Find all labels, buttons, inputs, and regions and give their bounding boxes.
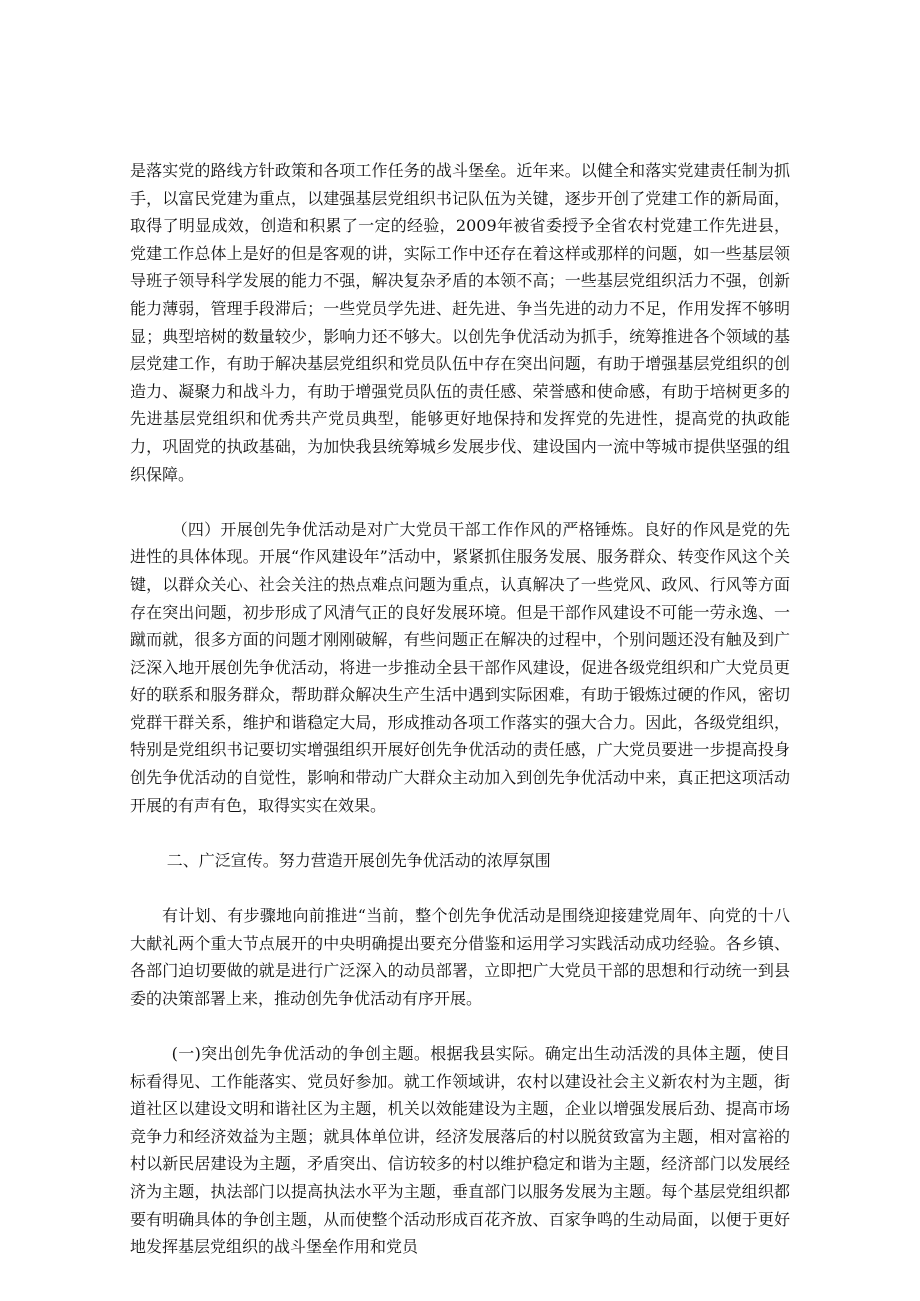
paragraph-mobilization: 有计划、有步骤地向前推进“当前，整个创先争优活动是围绕迎接建党周年、向党的十八大献礼两个重大节点展开的中央明确提出要充分借鉴和运用学习实践活动成功经验。各乡镇、各部门迫切要做的就是进行广泛深入的动员部署，立即把广大党员干部的思想和行动统一到县委的决策部署上来，推动创先争优活动有序开展。	[130, 906, 790, 1008]
paragraph-gap	[130, 819, 790, 847]
paragraph-section-four-work-style: （四）开展创先争优活动是对广大党员干部工作作风的严格锤炼。良好的作风是党的先进性的具体体现。开展“作风建设年”活动中，紧紧抓住服务发展、服务群众、转变作风这个关键，以群众关心、社会关注的热点难点问题为重点，认真解决了一些党风、政风、行风等方面存在突出问题，初步形成了风清气正的良好发展环境。但是干部作风建设不可能一劳永逸、一蹴而就，很多方面的问题才刚刚破解，有些问题正在解决的过程中，个别问题还没有触及到广泛深入地开展创先争优活动，将进一步推动全县干部作风建设，促进各级党组织和广大党员更好的联系和服务群众，帮助群众解决生产生活中遇到实际困难，有助于锻炼过硬的作风，密切党群干群关系，维护和谐稳定大局，形成推动各项工作落实的强大合力。因此，各级党组织，特别是党组织书记要切实增强组织开展好创先争优活动的责任感，广大党员要进一步提高投身创先争优活动的自觉性，影响和带动广大群众主动加入到创先争优活动中来，真正把这项活动开展的有声有色，取得实实在效果。	[130, 519, 790, 815]
paragraph-party-building-continuation: 是落实党的路线方针政策和各项工作任务的战斗堡垒。近年来。以健全和落实党建责任制为抓手，以富民党建为重点，以建强基层党组织书记队伍为关键，逐步开创了党建工作的新局面，取得了明显成效，创造和积累了一定的经验，2009年被省委授予全省农村党建工作先进县，党建工作总体上是好的但是客观的讲，实际工作中还存在着这样或那样的问题，如一些基层领导班子领导科学发展的能力不强，解决复杂矛盾的本领不高；一些基层党组织活力不强，创新能力薄弱，管理手段滞后；一些党员学先进、赶先进、争当先进的动力不足，作用发挥不够明显；典型培树的数量较少，影响力还不够大。以创先争优活动为抓手，统筹推进各个领域的基层党建工作，有助于解决基层党组织和党员队伍中存在突出问题，有助于增强基层党组织的创造力、凝聚力和战斗力，有助于增强党员队伍的责任感、荣誉感和使命感，有助于培树更多的先进基层党组织和优秀共产党员典型，能够更好地保持和发挥党的先进性，提高党的执政能力，巩固党的执政基础，为加快我县统筹城乡发展步伐、建设国内一流中等城市提供坚强的组织保障。	[130, 161, 790, 484]
paragraph-gap	[130, 488, 790, 516]
paragraph-subsection-one-themes: (一)突出创先争优活动的争创主题。根据我县实际。确定出生动活泼的具体主题，使目标看得见、工作能落实、党员好参加。就工作领域讲，农村以建设社会主义新农村为主题，街道社区以建设文明和谐社区为主题，机关以效能建设为主题，企业以增强发展后劲、提高市场竞争力和经济效益为主题；就具体单位讲，经济发展落后的村以脱贫致富为主题，相对富裕的村以新民居建设为主题，矛盾突出、信访较多的村以维护稳定和谐为主题，经济部门以发展经济为主题，执法部门以提高执法水平为主题，垂直部门以服务发展为主题。每个基层党组织都要有明确具体的争创主题，从而使整个活动形成百花齐放、百家争鸣的生动局面，以便于更好地发挥基层党组织的战斗堡垒作用和党员	[130, 1044, 790, 1257]
paragraph-gap	[130, 874, 790, 902]
paragraph-gap	[130, 1012, 790, 1040]
document-body	[130, 157, 790, 1261]
section-heading-two: 二、广泛宣传。努力营造开展创先争优活动的浓厚氛围	[166, 850, 551, 870]
